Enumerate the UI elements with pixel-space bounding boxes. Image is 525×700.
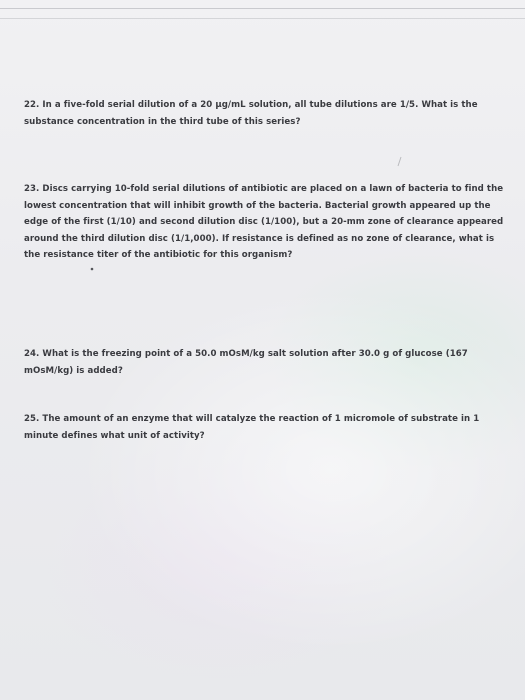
question-25 [24,411,510,444]
question-number: 23. [24,184,40,194]
question-text: What is the freezing point of a 50.0 mOsM/kg salt solution after 30.0 g of glucose (167 mOsM/kg) is added? [24,349,468,376]
question-text: Discs carrying 10-fold serial dilutions of antibiotic are placed on a lawn of bacteria to find the lowest concentration that will inhibit growth of the bacteria. Bacterial growth appeared up the edge of the first (1/10) and second dilution disc (1/100), but a 20-mm zone of clearance appeared around the third dilution disc (1/1,000). If resistance is defined as no zone of clearance, what is the resistance titer of the antibiotic for this organism? [24,184,504,260]
question-number: 25. [24,414,40,424]
question-22 [24,97,510,130]
question-text: In a five-fold serial dilution of a 20 µg/mL solution, all tube dilutions are 1/5. What is the substance concentration in the third tube of this series? [24,100,478,127]
question-number: 22. [24,100,40,110]
page-rule-line [0,8,525,9]
question-number: 24. [24,349,40,359]
question-text: The amount of an enzyme that will catalyze the reaction of 1 micromole of substrate in 1 minute defines what unit of activity? [24,414,480,441]
question-24 [24,346,510,379]
question-23 [24,181,510,264]
page-rule-line [0,18,525,19]
